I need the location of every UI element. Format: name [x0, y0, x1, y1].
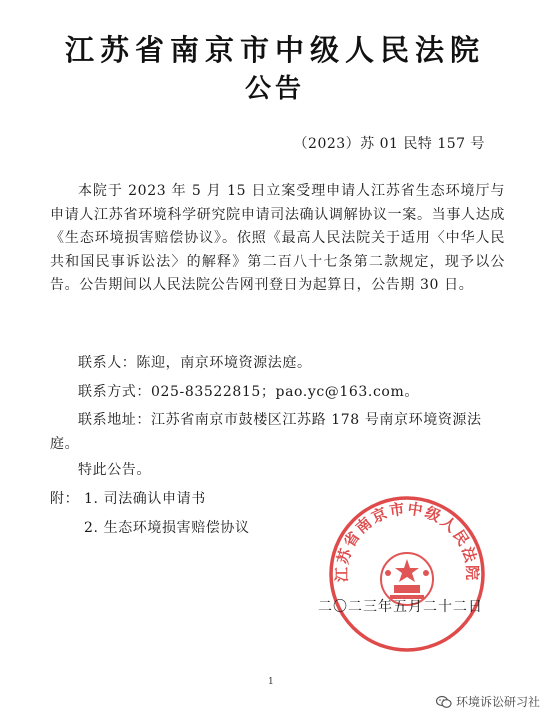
court-seal [326, 493, 488, 655]
contact-method-label: 联系方式： [78, 384, 151, 400]
contact-method-value: 025-83522815；pao.yc@163.com。 [151, 384, 419, 400]
issue-date: 二〇二三年五月二十二日 [318, 599, 483, 615]
contact-person-value: 陈迎，南京环境资源法庭。 [136, 355, 312, 371]
contact-address [50, 408, 505, 456]
attachments-label: 附： [50, 491, 80, 507]
contact-person-label: 联系人： [78, 355, 137, 371]
watermark [436, 693, 540, 710]
contact-person [50, 352, 505, 372]
watermark-text: 环境诉讼研习社 [455, 695, 540, 709]
closing-text: 特此公告。 [78, 462, 151, 478]
document-title: 公告 [244, 74, 305, 104]
contact-address-label: 联系地址： [78, 412, 151, 428]
case-number: （2023）苏 01 民特 157 号 [293, 136, 485, 152]
attachment-item: 1. 司法确认申请书 [84, 491, 206, 507]
court-name: 江苏省南京市中级人民法院 [64, 33, 485, 67]
seal-text: 江苏省南京市中级人民法院 [332, 499, 482, 583]
contact-address-value: 江苏省南京市鼓楼区江苏路 178 号南京环境资源法庭。 [50, 412, 482, 452]
wechat-icon [436, 695, 452, 709]
notice-paragraph: 本院于 2023 年 5 月 15 日立案受理申请人江苏省生态环境厅与申请人江苏省环境科学研究院申请司法确认调解协议一案。当事人达成《生态环境损害赔偿协议》。依照《最高人民法院关于适用〈中华人民共和国民事诉讼法〉的解释》第二百八十七条第二款规定，现予以公告。公告期间以人民法院公告网刊登日为起算日，公告期 30 日。 [50, 183, 505, 293]
page-number: 1 [268, 677, 274, 687]
attachment-item: 2. 生态环境损害赔偿协议 [84, 520, 250, 536]
contact-method [50, 381, 505, 401]
notice-body [50, 180, 505, 298]
